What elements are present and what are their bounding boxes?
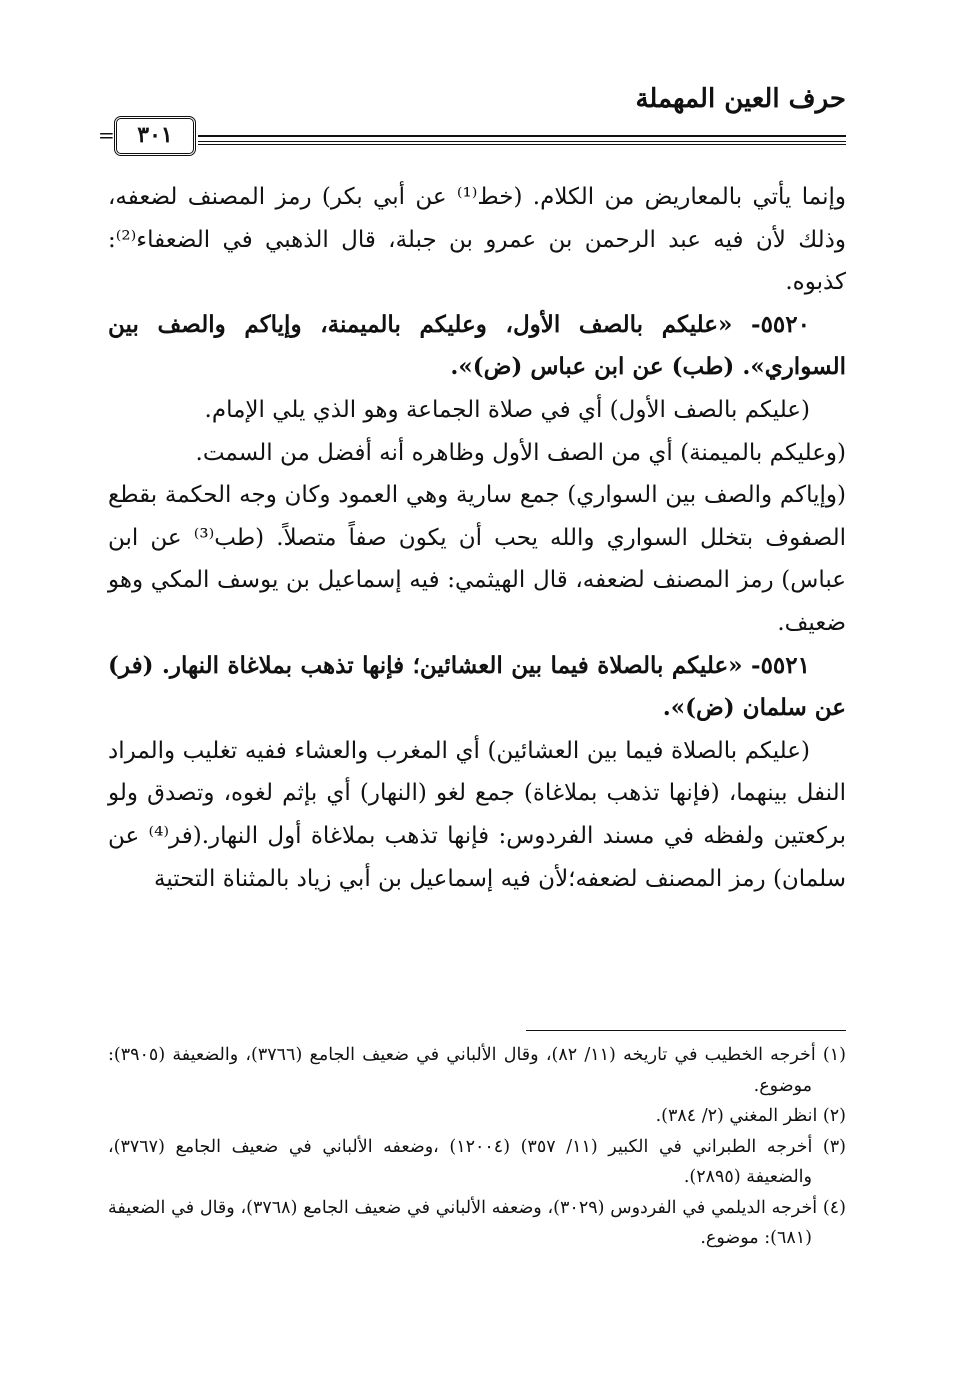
double-rule-line [198,135,846,142]
paragraph: (وعليكم بالميمنة) أي من الصف الأول وظاهره أنه أفضل من السمت. [195,439,846,466]
footnote-4: (٤) أخرجه الديلمي في الفردوس (٣٠٢٩)، وضعفه الألباني في ضعيف الجامع (٣٧٦٨)، وقال في الضعيفة (٦٨١): موضوع. [108,1197,846,1248]
header-rule [98,116,846,156]
rule-end-mark: = [98,123,115,147]
paragraph: وإنما يأتي بالمعاريض من الكلام. (خط⁽¹⁾ عن أبي بكر) رمز المصنف لضعفه، وذلك لأن فيه عبد الرحمن بن عمرو بن جبلة، قال الذهبي في الضعفاء⁽²⁾: كذبوه. [108,184,846,296]
footnote-2: (٢) انظر المغني (٢/ ٣٨٤). [655,1106,846,1126]
chapter-title: حرف العين المهملة [635,84,846,114]
footnote-3: (٣) أخرجه الطبراني في الكبير (١١/ ٣٥٧) (١٢٠٠٤) ،وضعفه الألباني في ضعيف الجامع (٣٧٦٧)، والضعيفة (٢٨٩٥). [108,1136,846,1187]
hadith-5520: ٥٥٢٠- «عليكم بالصف الأول، وعليكم بالميمنة، وإياكم والصف بين السواري». (طب) عن ابن عباس (ض)». [108,310,846,381]
hadith-5521: ٥٥٢١- «عليكم بالصلاة فيما بين العشائين؛ فإنها تذهب بملاغاة النهار. (فر) عن سلمان (ض)». [108,651,846,722]
footnote-1: (١) أخرجه الخطيب في تاريخه (١١/ ٨٢)، وقال الألباني في ضعيف الجامع (٣٧٦٦)، والضعيفة (٣٩٠٥): موضوع. [108,1045,846,1096]
footnotes [108,1040,846,1254]
paragraph: (عليكم بالصلاة فيما بين العشائين) أي المغرب والعشاء ففيه تغليب والمراد النفل بينهما، (فإنها تذهب بملاغاة) جمع لغو (النهار) أي بإثم لغوه، وتصدق ولو بركعتين ولفظه في مسند الفردوس: فإنها تذهب بملاغاة أول النهار.(فر⁽⁴⁾ عن سلمان) رمز المصنف لضعفه؛لأن فيه إسماعيل بن أبي زياد بالمثناة التحتية [108,737,846,892]
paragraph: (وإياكم والصف بين السواري) جمع سارية وهي العمود وكان وجه الحكمة بقطع الصفوف بتخلل السواري والله يحب أن يكون صفاً متصلاً. (طب⁽³⁾ عن ابن عباس) رمز المصنف لضعفه، قال الهيثمي: فيه إسماعيل بن يوسف المكي وهو ضعيف. [108,482,846,636]
paragraph: (عليكم بالصف الأول) أي في صلاة الجماعة وهو الذي يلي الإمام. [204,396,810,423]
footnote-divider [526,1030,846,1031]
main-text [108,176,846,900]
page-number: ٣٠١ [114,116,196,156]
